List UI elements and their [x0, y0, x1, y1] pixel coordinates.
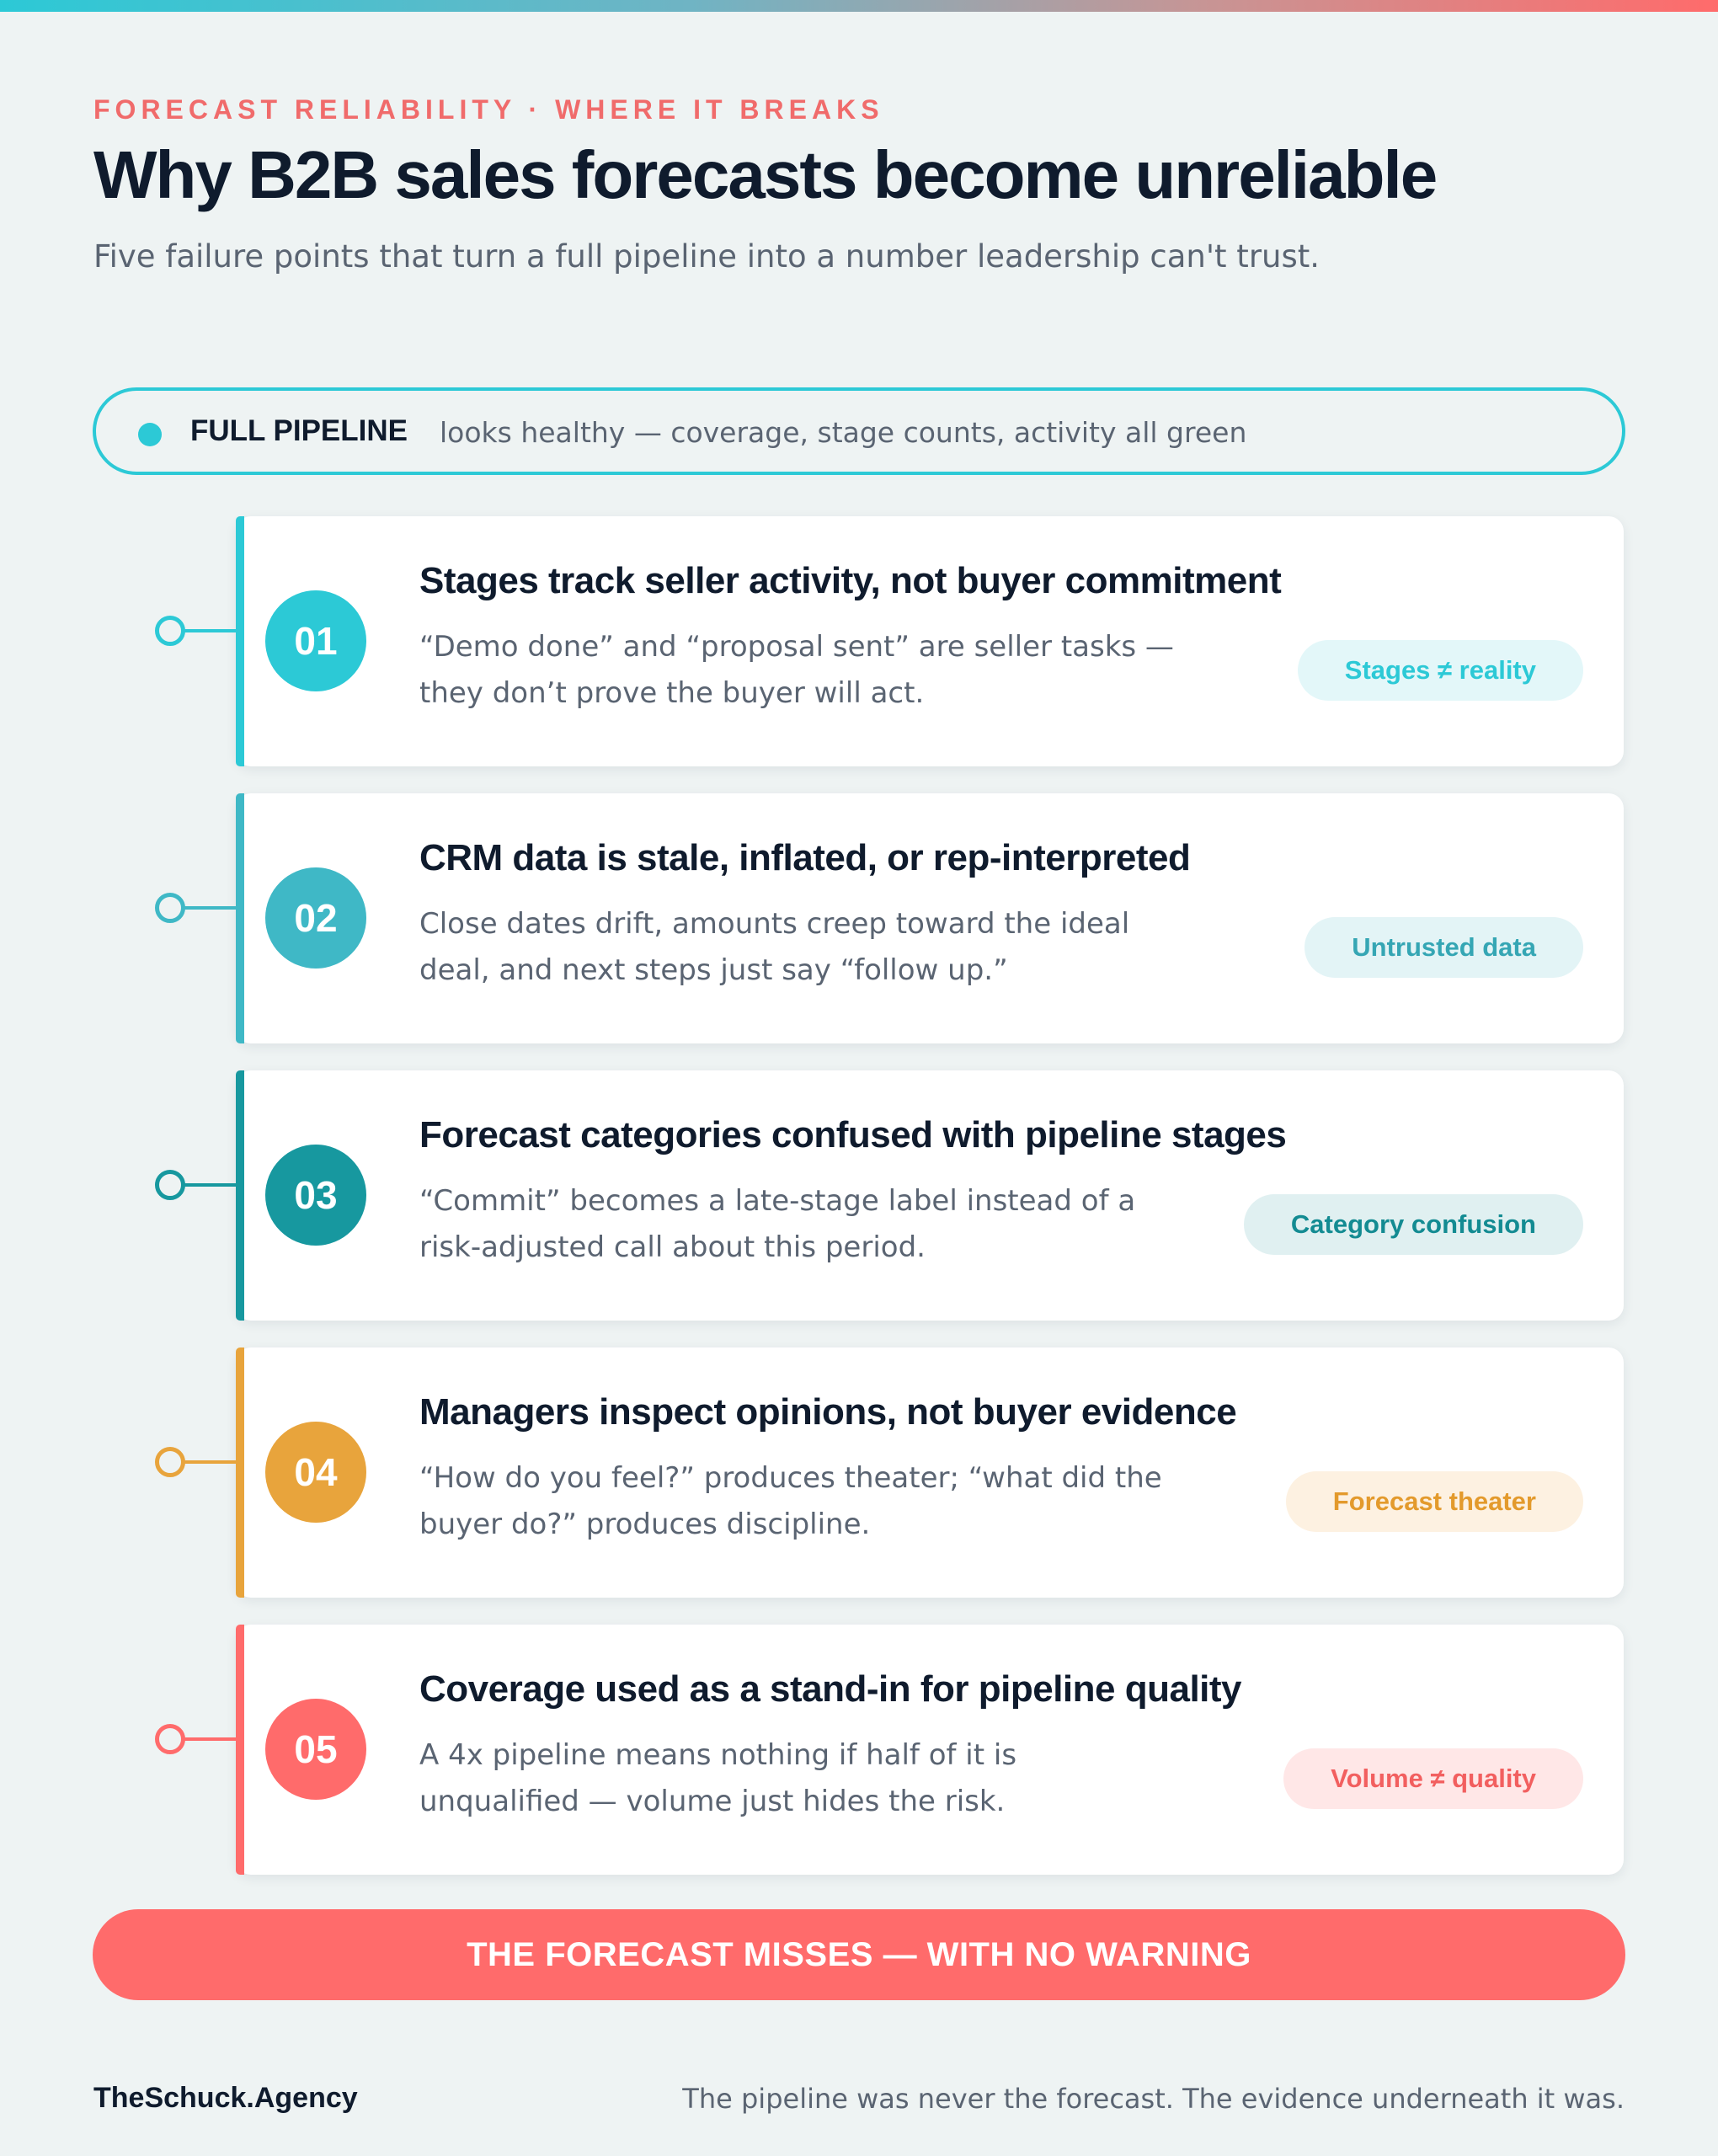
failure-tag: Untrusted data [1305, 917, 1583, 978]
forecast-miss-banner: THE FORECAST MISSES — WITH NO WARNING [93, 1909, 1625, 2000]
card-accent-bar [236, 1348, 244, 1598]
connector-node-icon [155, 1724, 185, 1754]
card-accent-bar [236, 793, 244, 1043]
failure-card [236, 516, 1624, 766]
failure-title: Coverage used as a stand-in for pipeline quality [419, 1668, 1242, 1710]
connector-node-icon [155, 893, 185, 923]
failure-description: A 4x pipeline means nothing if half of it is unqualified — volume just hides the risk. [419, 1738, 1017, 1818]
eyebrow-label: FORECAST RELIABILITY · WHERE IT BREAKS [93, 94, 884, 125]
brand-name: TheSchuck.Agency [93, 2082, 358, 2114]
failure-description: Close dates drift, amounts creep toward the ideal deal, and next steps just say “follow up.” [419, 907, 1130, 987]
failure-card [236, 1348, 1624, 1598]
failure-title: Stages track seller activity, not buyer commitment [419, 560, 1282, 601]
failure-tag: Category confusion [1244, 1194, 1583, 1255]
step-number-badge: 04 [265, 1422, 366, 1523]
failure-title: Forecast categories confused with pipeline stages [419, 1114, 1287, 1155]
card-accent-bar [236, 1625, 244, 1875]
failure-tag: Stages ≠ reality [1298, 640, 1583, 701]
failure-title: CRM data is stale, inflated, or rep-interpreted [419, 837, 1191, 878]
full-pipeline-pill [93, 387, 1625, 475]
connector-node-icon [155, 1170, 185, 1200]
failure-card [236, 793, 1624, 1043]
step-number-badge: 05 [265, 1699, 366, 1800]
card-accent-bar [236, 516, 244, 766]
step-number-badge: 02 [265, 867, 366, 969]
failure-description: “Demo done” and “proposal sent” are seller tasks — they don’t prove the buyer will act. [419, 630, 1174, 710]
footer-note: The pipeline was never the forecast. The evidence underneath it was. [682, 2083, 1625, 2115]
page-subtitle: Five failure points that turn a full pipeline into a number leadership can't trust. [93, 238, 1321, 275]
step-number-badge: 01 [265, 590, 366, 691]
page-title: Why B2B sales forecasts become unreliable [93, 137, 1437, 212]
failure-tag: Volume ≠ quality [1283, 1748, 1583, 1809]
connector-node-icon [155, 1447, 185, 1477]
step-number-badge: 03 [265, 1145, 366, 1246]
pipeline-dot-icon [138, 423, 162, 446]
failure-card [236, 1070, 1624, 1321]
failure-tag: Forecast theater [1286, 1471, 1583, 1532]
failure-description: “Commit” becomes a late-stage label instead of a risk-adjusted call about this period. [419, 1184, 1136, 1264]
pipeline-label: FULL PIPELINE [190, 414, 408, 447]
failure-card [236, 1625, 1624, 1875]
card-accent-bar [236, 1070, 244, 1321]
failure-description: “How do you feel?” produces theater; “what did the buyer do?” produces discipline. [419, 1461, 1162, 1541]
top-gradient-bar [0, 0, 1718, 12]
failure-title: Managers inspect opinions, not buyer evidence [419, 1391, 1237, 1433]
connector-node-icon [155, 616, 185, 646]
pipeline-description: looks healthy — coverage, stage counts, activity all green [440, 416, 1247, 449]
